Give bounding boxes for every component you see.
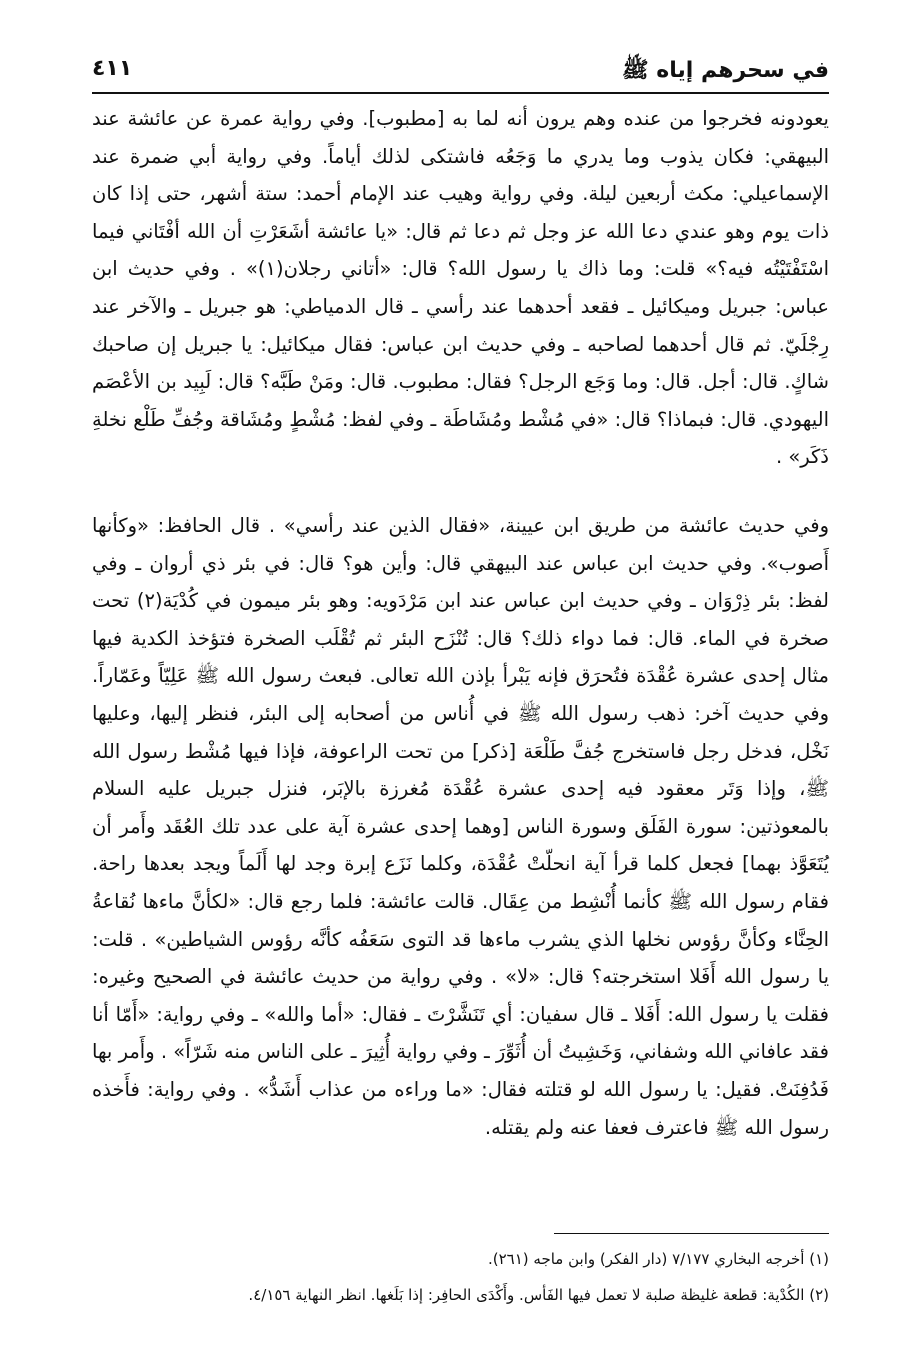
footnote-1: (١) أخرجه البخاري ٧/١٧٧ (دار الفكر) وابن ماجه (٢٦١).	[488, 1250, 829, 1268]
main-text	[92, 100, 829, 1146]
footnotes	[92, 1245, 829, 1317]
running-title: في سحرهم إياه ﷺ	[622, 58, 829, 83]
paragraph-2: وفي حديث عائشة من طريق ابن عيينة، «فقال الذين عند رأسي» . قال الحافظ: «وكأنها أَصوب». وفي حديث ابن عباس عند البيهقي قال: وأين هو؟ قال: في بئر ذي أروان ـ وفي لفظ: بئر ذِرْوَان ـ وفي حديث ابن عباس عند ابن مَرْدَويه: وهو بئر ميمون في كُدْيَة(٢) تحت صخرة في الماء. قال: فما دواء ذلك؟ قال: تُنْزَح البئر ثم تُقْلَب الصخرة فتؤخذ الكدية فيها مثال إحدى عشرة عُقْدَة فتُحرَق فإنه يَبْرأ بإذن الله تعالى. فبعث رسول الله ﷺ عَلِيّاً وعَمّاراً. وفي حديث آخر: ذهب رسول الله ﷺ في أُناس من أصحابه إلى البئر، فنظر إليها، وعليها نَخْل، فدخل رجل فاستخرج جُفَّ طَلْعَة [ذكر] من تحت الراعوفة، فإذا فيها مُشْط رسول الله ﷺ، وإذا وَتَر معقود فيه إحدى عشرة عُقْدَة مُغرزة بالإبَر، فنزل جبريل عليه السلام بالمعوذتين: سورة الفَلَق وسورة الناس [وهما إحدى عشرة آية على عدد تلك العُقَد وأَمر أن يُتَعَوَّذ بهما] فجعل كلما قرأ آية انحلّتْ عُقْدَة، وكلما نَزَع إبرة وجد لها أَلَماً ويجد بعدها راحة. فقام رسول الله ﷺ كأنما أُنْشِط من عِقَال. قالت عائشة: فلما رجع قال: «لكأنَّ ماءها نُقاعةُ الحِنَّاء وكأنَّ رؤوس نخلها الذي يشرب ماءها قد التوى سَعَفُه كأنَّه رؤوس الشياطين» . قلت: يا رسول الله أَفَلا استخرجته؟ قال: «لا» . وفي رواية من حديث عائشة في الصحيح وغيره: فقلت يا رسول الله: أَفَلا ـ قال سفيان: أي تَنَشَّرْتَ ـ فقال: «أما والله» ـ وفي رواية: «أَمّا أنا فقد عافاني الله وشفاني، وَخَشِيتُ أن أُثَوِّرَ ـ وفي رواية أُثِيرَ ـ على الناس منه شَرّاً» . وأَمر بها فَدُفِنَتْ. فقيل: يا رسول الله لو قتلته فقال: «ما وراءه من عذاب أَشَدُّ» . وفي رواية: فأَخذه رسول الله ﷺ فاعترف فعفا عنه ولم يقتله.	[92, 514, 829, 1139]
footnote-2: (٢) الكُدْية: قطعة غليظة صلبة لا تعمل فيها الفَأس. وأَكْدَى الحافِر: إذا بَلَغها. انظر النهاية ٤/١٥٦.	[248, 1286, 829, 1304]
page-number: ٤١١	[92, 56, 133, 81]
paragraph-1: يعودونه فخرجوا من عنده وهم يرون أنه لما به [مطبوب]. وفي رواية عمرة عن عائشة عند البيهقي: فكان يذوب وما يدري ما وَجَعُه فاشتكى لذلك أياماً. وفي رواية أبي ضمرة عند الإسماعيلي: مكث أربعين ليلة. وفي رواية وهيب عند الإمام أحمد: ستة أشهر، حتى إذا كان ذات يوم وهو عندي دعا الله عز وجل ثم دعا ثم قال: «يا عائشة أشَعَرْتِ أن الله أفْتَاني فيما اسْتَفْتَيْتُه فيه؟» قلت: وما ذاك يا رسول الله؟ قال: «أتاني رجلان(١)» . وفي حديث ابن عباس: جبريل وميكائيل ـ فقعد أحدهما عند رأسي ـ قال الدمياطي: هو جبريل ـ والآخر عند رِجْلَيّ. ثم قال أحدهما لصاحبه ـ وفي حديث ابن عباس: فقال ميكائيل: يا جبريل إن صاحبك شاكٍ. قال: أجل. قال: وما وَجَع الرجل؟ فقال: مطبوب. قال: ومَنْ طَبَّه؟ قال: لَبِيد بن الأعْصَم اليهودي. قال: فبماذا؟ قال: «في مُشْط ومُشَاطَة ـ وفي لفظ: مُشْطٍ ومُشَاقة وجُفِّ طَلْع نخلةِ ذَكَر» .	[92, 107, 829, 469]
page-header	[92, 52, 829, 94]
footnote-divider	[554, 1233, 829, 1234]
